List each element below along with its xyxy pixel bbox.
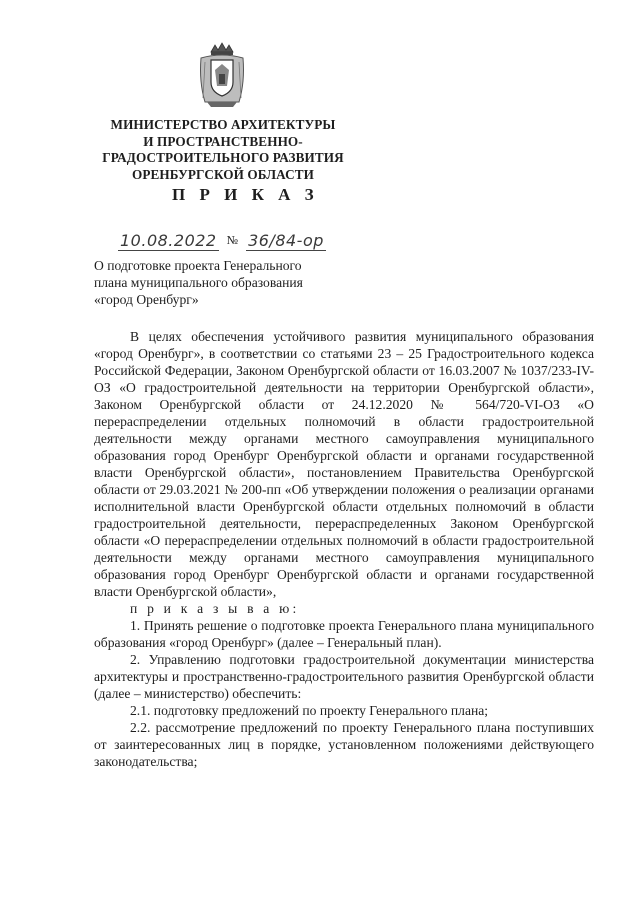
subject-line: «город Оренбург» [94,292,199,307]
preamble-paragraph: В целях обеспечения устойчивого развития муниципального образования «город Оренбург», в соответствии со статьями 23 – 25 Градостроительного кодекса Российской Федерации, Законом Оренбургской области от 16.03.2007 № 1037/233-IV-ОЗ «О градостроительной деятельности на территории Оренбургской области», Законом Оренбургской области от 24.12.2020 № 564/720-VI-ОЗ «О перераспределении отдельных полномочий в области градостроительной деятельности между органами местного самоуправления муниципального образования город Оренбург Оренбургской области и органами государственной власти Оренбургской области», постановлением Правительства Оренбургской области от 29.03.2021 № 200-пп «Об утверждении положения о реализации органами исполнительной власти Оренбургской области отдельных полномочий в области градостроительной деятельности, перераспределенных Законом Оренбургской области «О перераспределении отдельных полномочий в области градостроительной деятельности между органами местного самоуправления муниципального образования город Оренбург Оренбургской области и органами государственной власти Оренбургской области», [94,329,594,599]
ministry-name-line: И ПРОСТРАНСТВЕННО- [143,133,303,149]
order-date: 10.08.2022 [120,231,217,250]
order-body [94,328,594,770]
order-item: 2.1. подготовку предложений по проекту Генерального плана; [130,703,489,718]
order-item: 2.2. рассмотрение предложений по проекту Генерального плана поступивших от заинтересованных лиц в порядке, установленном положениями действующего законодательства; [94,720,594,769]
number-sign: № [226,233,239,247]
document-type-title: П Р И К А З [172,185,319,204]
directive-word: п р и к а з ы в а ю: [130,601,300,616]
ministry-name-block [92,117,354,183]
order-item: 1. Принять решение о подготовке проекта Генерального плана муниципального образования «город Оренбург» (далее – Генеральный план). [94,618,594,650]
ministry-name-line: ГРАДОСТРОИТЕЛЬНОГО РАЗВИТИЯ [102,150,344,165]
order-number: 36/84-ор [248,231,324,250]
ministry-name-line: МИНИСТЕРСТВО АРХИТЕКТУРЫ [110,117,336,132]
orenburg-coat-of-arms-icon [197,42,247,108]
subject-line: О подготовке проекта Генерального [94,258,302,273]
subject-line: плана муниципального образования [94,275,303,290]
ministry-name-line: ОРЕНБУРГСКОЙ ОБЛАСТИ [131,166,315,182]
registration-line [118,231,326,251]
order-item: 2. Управлению подготовки градостроительной документации министерства архитектуры и пространственно-градостроительного развития Оренбургской области (далее – министерство) обеспечить: [94,652,594,701]
order-subject [94,257,384,308]
